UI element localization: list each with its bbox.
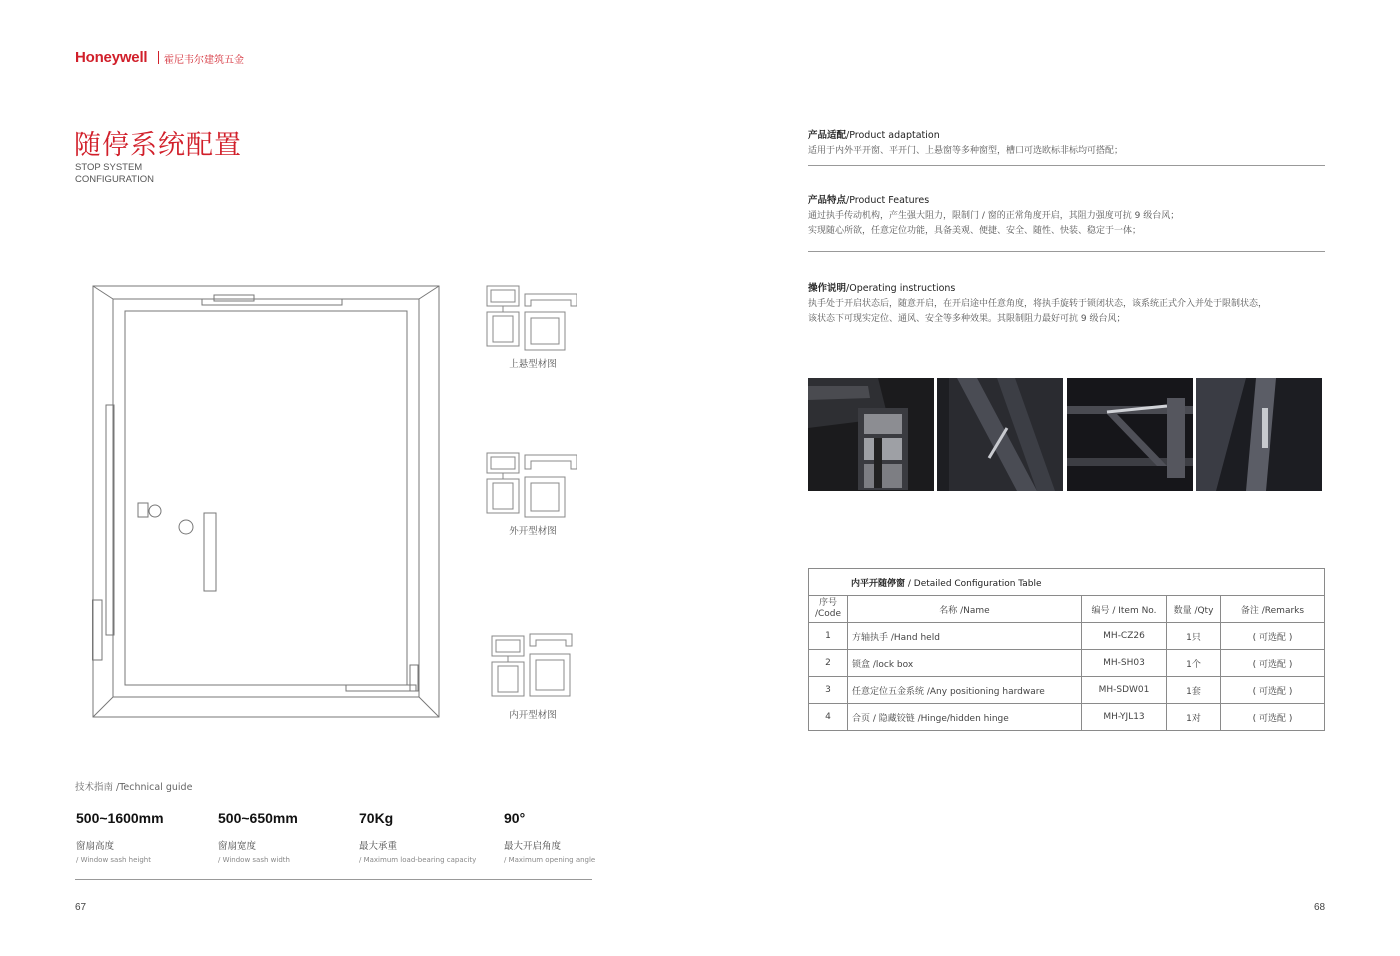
row-item-no: MH-CZ26 xyxy=(1082,623,1167,650)
row-name: 任意定位五金系统 /Any positioning hardware xyxy=(848,677,1082,704)
subtitle-line-1: STOP SYSTEM xyxy=(75,162,143,173)
row-name: 方轴执手 /Hand held xyxy=(848,623,1082,650)
subtitle-line-2: CONFIGURATION xyxy=(75,174,154,185)
row-name: 锁盒 /lock box xyxy=(848,650,1082,677)
table-title-en: / Detailed Configuration Table xyxy=(905,578,1042,589)
spec-label-en: / Maximum opening angle xyxy=(504,856,596,864)
brand-chinese-name: 霍尼韦尔建筑五金 xyxy=(164,55,244,66)
row-code: 2 xyxy=(809,650,848,677)
spec-label-cn: 最大开启角度 xyxy=(504,841,562,852)
window-lock-photo xyxy=(1196,378,1322,491)
row-qty: 1对 xyxy=(1167,704,1221,731)
divider xyxy=(75,879,592,880)
adaptation-heading-en: /Product adaptation xyxy=(846,130,940,141)
operating-line-2: 该状态下可现实定位、通风、安全等多种效果。其限制阻力最好可抗 9 级台风； xyxy=(808,314,1126,324)
page-number-right: 68 xyxy=(1314,902,1326,913)
header-remarks: 备注 /Remarks xyxy=(1221,596,1325,623)
operating-line-1: 执手处于开启状态后，随意开启，在开启途中任意角度，将执手旋转于锁闭状态，该系统正式介入并处于限制状态， xyxy=(808,299,1268,309)
row-code: 1 xyxy=(809,623,848,650)
row-qty: 1套 xyxy=(1167,677,1221,704)
table-row xyxy=(809,650,1325,677)
top-hung-profile-drawing xyxy=(485,284,577,354)
row-remarks: ( 可选配 ) xyxy=(1221,623,1325,650)
operating-heading xyxy=(808,280,955,294)
spec-value: 500~1600mm xyxy=(76,810,164,826)
spec-sash-height xyxy=(76,810,216,864)
spec-value: 500~650mm xyxy=(218,810,298,826)
page-number-left: 67 xyxy=(75,902,87,913)
brand-divider xyxy=(158,51,159,64)
features-heading-en: /Product Features xyxy=(846,195,930,206)
brand-logo: Honeywell xyxy=(75,49,148,66)
operating-heading-cn: 操作说明 xyxy=(808,283,847,294)
spec-sash-width xyxy=(218,810,358,864)
page-subtitle xyxy=(75,162,154,186)
table-title xyxy=(809,569,1325,596)
table-row xyxy=(809,704,1325,731)
row-remarks: ( 可选配 ) xyxy=(1221,704,1325,731)
spec-value: 70Kg xyxy=(359,810,394,826)
row-code: 4 xyxy=(809,704,848,731)
features-heading xyxy=(808,192,929,206)
features-line-2: 实现随心所欲，任意定位功能，具备美观、便捷、安全、随性、快装、稳定于一体； xyxy=(808,226,1142,236)
technical-guide-title: 技术指南 /Technical guide xyxy=(75,782,193,793)
open-window-stay-photo xyxy=(1067,378,1193,491)
outward-opening-profile-drawing xyxy=(485,451,577,521)
page-title: 随停系统配置 xyxy=(74,130,242,161)
table-title-cn: 内平开随停窗 xyxy=(851,578,906,589)
header-qty: 数量 /Qty xyxy=(1167,596,1221,623)
table-title-row xyxy=(809,569,1325,596)
adaptation-heading-cn: 产品适配 xyxy=(808,130,847,141)
divider xyxy=(808,165,1325,166)
header-item-no: 编号 / Item No. xyxy=(1082,596,1167,623)
outward-opening-profile-label: 外开型材图 xyxy=(509,526,557,537)
top-hung-profile-label: 上悬型材图 xyxy=(509,359,557,370)
inward-opening-profile-label: 内开型材图 xyxy=(509,710,557,721)
row-item-no: MH-SH03 xyxy=(1082,650,1167,677)
window-drawing xyxy=(92,285,440,718)
configuration-table xyxy=(808,568,1325,731)
table-row xyxy=(809,623,1325,650)
spec-label-en: / Maximum load-bearing capacity xyxy=(359,856,477,864)
header-code: 序号 /Code xyxy=(809,596,848,623)
divider xyxy=(808,251,1325,252)
row-remarks: ( 可选配 ) xyxy=(1221,650,1325,677)
row-item-no: MH-SDW01 xyxy=(1082,677,1167,704)
profile-cross-section-photo xyxy=(808,378,934,491)
sash-frame-photo xyxy=(937,378,1063,491)
spec-label-cn: 最大承重 xyxy=(359,841,398,852)
row-qty: 1个 xyxy=(1167,650,1221,677)
row-remarks: ( 可选配 ) xyxy=(1221,677,1325,704)
features-line-1: 通过执手传动机构，产生强大阻力，限制门 / 窗的正常角度开启，其阻力强度可抗 9 级台风； xyxy=(808,211,1180,221)
row-qty: 1只 xyxy=(1167,623,1221,650)
spec-label-cn: 窗扇高度 xyxy=(76,841,115,852)
spec-label-cn: 窗扇宽度 xyxy=(218,841,257,852)
spec-label-en: / Window sash height xyxy=(76,856,151,864)
row-code: 3 xyxy=(809,677,848,704)
row-item-no: MH-YJL13 xyxy=(1082,704,1167,731)
features-text xyxy=(808,209,1179,239)
spec-label-en: / Window sash width xyxy=(218,856,290,864)
features-heading-cn: 产品特点 xyxy=(808,195,847,206)
operating-text xyxy=(808,297,1267,327)
spec-max-angle xyxy=(504,810,644,864)
table-header-row xyxy=(809,596,1325,623)
spec-max-load xyxy=(359,810,499,864)
adaptation-heading xyxy=(808,127,940,141)
adaptation-text: 适用于内外平开窗、平开门、上悬窗等多种窗型，槽口可选欧标非标均可搭配； xyxy=(808,146,1124,156)
spec-value: 90° xyxy=(504,810,526,826)
table-row xyxy=(809,677,1325,704)
operating-heading-en: /Operating instructions xyxy=(846,283,956,294)
header-name: 名称 /Name xyxy=(848,596,1082,623)
inward-opening-profile-drawing xyxy=(490,632,582,702)
row-name: 合页 / 隐藏铰链 /Hinge/hidden hinge xyxy=(848,704,1082,731)
